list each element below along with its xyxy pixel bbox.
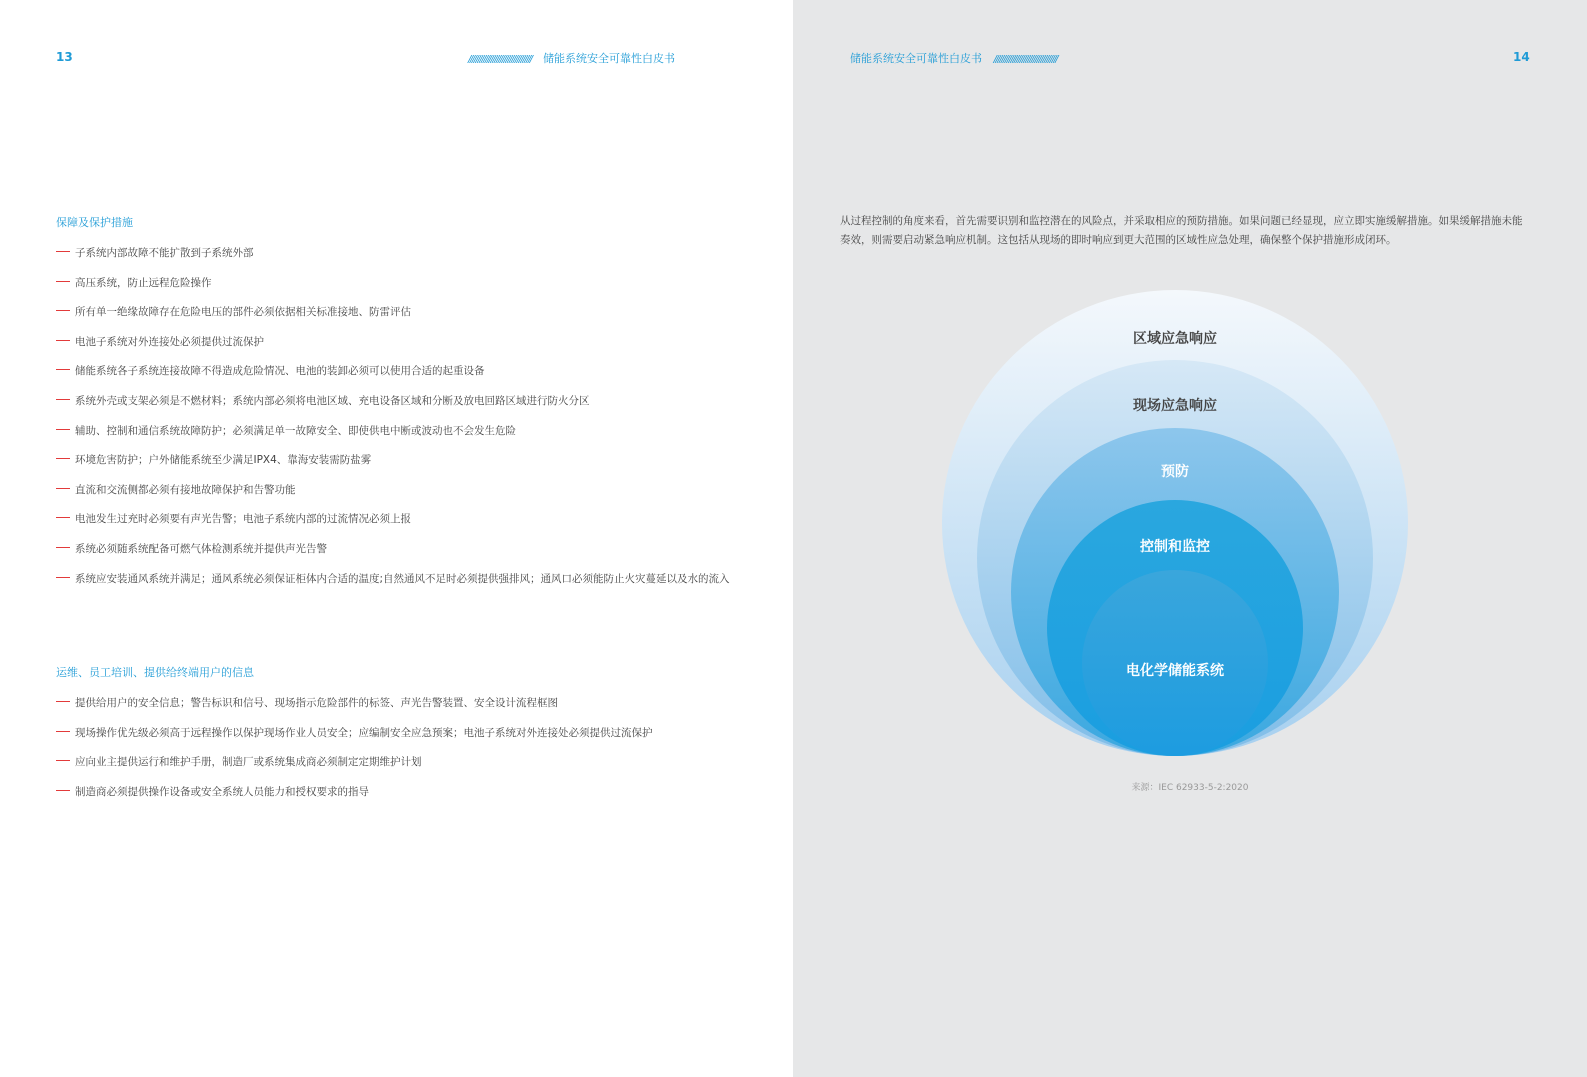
bullet-dash xyxy=(56,488,70,489)
list-item: 系统必须随系统配备可燃气体检测系统并提供声光告警 xyxy=(56,541,756,571)
label-site-emergency: 现场应急响应 xyxy=(1133,398,1217,414)
bullet-dash xyxy=(56,701,70,702)
list-item: 电池子系统对外连接处必须提供过流保护 xyxy=(56,334,756,364)
bullet-dash xyxy=(56,369,70,370)
label-control-monitoring: 控制和监控 xyxy=(1140,539,1210,555)
list-item: 电池发生过充时必须要有声光告警；电池子系统内部的过流情况必须上报 xyxy=(56,511,756,541)
bullet-dash xyxy=(56,731,70,732)
list-item: 提供给用户的安全信息；警告标识和信号、现场指示危险部件的标签、声光告警装置、安全设计流程框图 xyxy=(56,695,756,725)
bullet-dash xyxy=(56,517,70,518)
bullet-dash xyxy=(56,760,70,761)
label-regional-emergency: 区域应急响应 xyxy=(1133,331,1217,347)
header-title: 储能系统安全可靠性白皮书 xyxy=(850,52,982,65)
list-item: 子系统内部故障不能扩散到子系统外部 xyxy=(56,245,756,275)
intro-paragraph: 从过程控制的角度来看，首先需要识别和监控潜在的风险点，并采取相应的预防措施。如果问题已经显现，应立即实施缓解措施。如果缓解措施未能奏效，则需要启动紧急响应机制。这包括从现场的即时响应到更大范围的区域性应急处理，确保整个保护措施形成闭环。 xyxy=(840,215,1523,246)
list-item: 系统应安装通风系统并满足；通风系统必须保证柜体内合适的温度;自然通风不足时必须提供强排风；通风口必须能防止火灾蔓延以及水的流入 xyxy=(56,571,756,601)
header-slashes: ////////////////////////////////// xyxy=(993,54,1058,65)
left-page xyxy=(0,0,793,1077)
source-note: 来源：IEC 62933-5-2:2020 xyxy=(1131,783,1249,793)
bullet-dash xyxy=(56,429,70,430)
list-item: 储能系统各子系统连接故障不得造成危险情况、电池的装卸必须可以使用合适的起重设备 xyxy=(56,363,756,393)
section-title-operations: 运维、员工培训、提供给终端用户的信息 xyxy=(56,666,254,679)
list-item: 环境危害防护；户外储能系统至少满足IPX4、靠海安装需防盐雾 xyxy=(56,452,756,482)
bullet-dash xyxy=(56,458,70,459)
right-page xyxy=(793,0,1587,1077)
label-energy-storage: 电化学储能系统 xyxy=(1126,663,1224,679)
label-prevention: 预防 xyxy=(1161,464,1189,480)
running-header xyxy=(468,50,675,66)
list-item: 制造商必须提供操作设备或安全系统人员能力和授权要求的指导 xyxy=(56,784,756,814)
operations-info-list xyxy=(56,695,756,813)
nested-circles-diagram xyxy=(793,0,1587,1077)
list-item: 直流和交流侧都必须有接地故障保护和告警功能 xyxy=(56,482,756,512)
page-number: 14 xyxy=(1513,50,1530,64)
bullet-dash xyxy=(56,281,70,282)
bullet-dash xyxy=(56,577,70,578)
header-title: 储能系统安全可靠性白皮书 xyxy=(543,52,676,65)
list-item: 现场操作优先级必须高于远程操作以保护现场作业人员安全；应编制安全应急预案；电池子系统对外连接处必须提供过流保护 xyxy=(56,725,756,755)
protection-measures-list xyxy=(56,245,756,600)
bullet-dash xyxy=(56,790,70,791)
list-item: 所有单一绝缘故障存在危险电压的部件必须依据相关标准接地、防雷评估 xyxy=(56,304,756,334)
list-item: 辅助、控制和通信系统故障防护；必须满足单一故障安全、即使供电中断或波动也不会发生危险 xyxy=(56,423,756,453)
list-item: 应向业主提供运行和维护手册，制造厂或系统集成商必须制定定期维护计划 xyxy=(56,754,756,784)
section-title-protection: 保障及保护措施 xyxy=(56,216,133,229)
page-number: 13 xyxy=(56,50,73,64)
list-item: 高压系统，防止远程危险操作 xyxy=(56,275,756,305)
bullet-dash xyxy=(56,340,70,341)
bullet-dash xyxy=(56,310,70,311)
header-slashes: ////////////////////////////////// xyxy=(468,54,532,65)
bullet-dash xyxy=(56,399,70,400)
list-item: 系统外壳或支架必须是不燃材料；系统内部必须将电池区域、充电设备区域和分断及放电回路区域进行防火分区 xyxy=(56,393,756,423)
bullet-dash xyxy=(56,251,70,252)
bullet-dash xyxy=(56,547,70,548)
